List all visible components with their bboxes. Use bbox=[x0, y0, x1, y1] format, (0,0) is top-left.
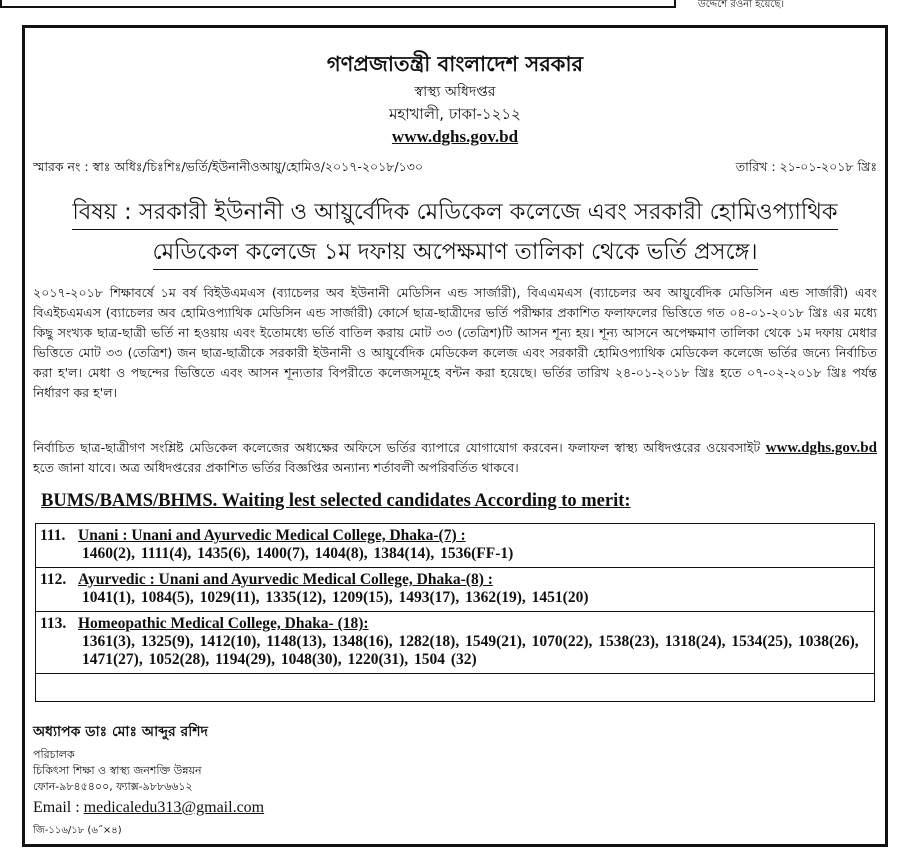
signatory-name: অধ্যাপক ডাঃ মোঃ আব্দুর রশিদ bbox=[33, 724, 208, 740]
reference-row bbox=[33, 159, 877, 179]
notice-box bbox=[22, 25, 888, 847]
table-row bbox=[36, 612, 874, 674]
email-link[interactable]: medicaledu313@gmail.com bbox=[83, 799, 265, 816]
table-row bbox=[36, 568, 874, 612]
memo-date: তারিখ : ২১-০১-২০১৮ খ্রিঃ bbox=[735, 159, 877, 174]
list-title: BUMS/BAMS/BHMS. Waiting lest selected candidates According to merit: bbox=[41, 491, 631, 511]
roll-list: 1460(2), 1111(4), 1435(6), 1400(7), 1404(8), 1384(14), 1536(FF-1) bbox=[82, 545, 514, 562]
p2-website-link[interactable]: www.dghs.gov.bd bbox=[765, 440, 877, 456]
department-name: স্বাস্থ্য অধিদপ্তর bbox=[414, 84, 496, 100]
candidate-table bbox=[35, 523, 875, 702]
roll-list: 1041(1), 1084(5), 1029(11), 1335(12), 1209(15), 1493(17), 1362(19), 1451(20) bbox=[82, 589, 589, 606]
row-number: 111. bbox=[40, 527, 66, 544]
p2-text-before: নির্বাচিত ছাত্র-ছাত্রীগণ সংশ্লিষ্ট মেডিকেল কলেজের অধ্যক্ষের অফিসে ভর্তির ব্যাপারে যোগাযোগ করবেন। ফলাফল স্বাস্থ্য অধিদপ্তরের ওয়েবসাইট bbox=[33, 440, 766, 455]
institution-name: Homeopathic Medical College, Dhaka- (18): bbox=[78, 615, 369, 632]
row-number: 112. bbox=[40, 571, 67, 588]
email-label: Email : bbox=[33, 799, 84, 816]
p2-text-after: হতে জানা যাবে। অত্র অধিদপ্তরের প্রকাশিত ভর্তির বিজ্ঞপ্তির অন্যান্য শর্তাবলী অপরিবর্তিত থাকবে। bbox=[33, 460, 519, 475]
body-paragraph-2 bbox=[33, 438, 877, 478]
government-title: গণপ্রজাতন্ত্রী বাংলাদেশ সরকার bbox=[326, 52, 584, 76]
email-line bbox=[33, 799, 264, 817]
signatory-office: চিকিৎসা শিক্ষা ও স্বাস্থ্য জনশক্তি উন্নয়ন bbox=[33, 764, 202, 777]
ad-code: জি-১১৬/১৮ (৬˝×৪) bbox=[33, 825, 122, 836]
empty-row bbox=[36, 674, 874, 701]
subject-line-2: মেডিকেল কলেজে ১ম দফায় অপেক্ষমাণ তালিকা থেকে ভর্তি প্রসঙ্গে। bbox=[153, 236, 758, 270]
institution-name: Ayurvedic : Unani and Ayurvedic Medical College, Dhaka-(8) : bbox=[78, 571, 493, 588]
institution-name: Unani : Unani and Ayurvedic Medical College, Dhaka-(7) : bbox=[78, 527, 466, 544]
subject-line-1: বিষয় : সরকারী ইউনানী ও আয়ুর্বেদিক মেডিকেল কলেজে এবং সরকারী হোমিওপ্যাথিক bbox=[72, 196, 837, 230]
top-clipped-text: উদ্দেশে রওনা হয়েছে। bbox=[698, 0, 785, 10]
table-row bbox=[36, 524, 874, 568]
signatory-phone: ফোন-৯৮৪৫৪০০, ফ্যাক্স-৯৮৮৬৬১২ bbox=[33, 780, 193, 793]
signatory-title: পরিচালক bbox=[33, 748, 75, 761]
previous-ad-border bbox=[0, 0, 676, 8]
memo-number: স্মারক নং : স্বাঃ অধিঃ/চিঃশিঃ/ভর্তি/ইউনানীওআয়ু/হোমিও/২০১৭-২০১৮/১৩০ bbox=[33, 159, 423, 174]
subject-heading bbox=[25, 192, 885, 272]
roll-list: 1361(3), 1325(9), 1412(10), 1148(13), 1348(16), 1282(18), 1549(21), 1070(22), 1538(23), 1318(24), 1534(25), 1038(26), 1471(27), 1052(28), 1194(29), 1048(30), 1220(31), 1504 (32) bbox=[82, 633, 859, 668]
signature-block bbox=[33, 720, 264, 840]
row-number: 113. bbox=[40, 615, 67, 632]
website-link[interactable]: www.dghs.gov.bd bbox=[391, 127, 519, 146]
body-paragraph-1: ২০১৭-২০১৮ শিক্ষাবর্ষে ১ম বর্ষ বিইউএমএস (ব্যাচেলর অব ইউনানী মেডিসিন এন্ড সার্জারী), বিএএমএস (ব্যাচেলর অব আয়ুর্বেদিক মেডিসিন এন্ড সার্জারী) এবং বিএইচএমএস (ব্যাচেলর অব হোমিওপ্যাথিক মেডিসিন এন্ড সার্জারী) কোর্সে ছাত্র-ছাত্রীদের ভর্তি পরীক্ষার প্রকাশিত ফলাফলের ভিত্তিতে গত ০৪-০১-২০১৮ খ্রিঃ এর মধ্যে কিছু সংখ্যক ছাত্র-ছাত্রী ভর্তি না হওয়ায় এবং ইতোমধ্যে ভর্তি বাতিল করায় মোট ৩৩ (তেত্রিশ)টি আসন শূন্য হয়। শূন্য আসনে অপেক্ষমাণ তালিকা থেকে ১ম দফায় মেধার ভিত্তিতে মোট ৩৩ (তেত্রিশ) জন ছাত্র-ছাত্রীকে সরকারী ইউনানী ও আয়ুর্বেদিক মেডিকেল কলেজ এবং সরকারী হোমিওপ্যাথিক মেডিকেল কলেজে ভর্তির জন্যে নির্বাচিত করা হ'ল। মেধা ও পছন্দের ভিত্তিতে এবং আসন শূন্যতার বিপরীতে কলেজসমূহে বন্টন করা হয়েছে। ভর্তির তারিখ ২৪-০১-২০১৮ খ্রিঃ হতে ০৭-০২-২০১৮ খ্রিঃ পর্যন্ত নির্ধারণ কর হ'ল। bbox=[33, 285, 877, 400]
address: মহাখালী, ঢাকা-১২১২ bbox=[389, 105, 521, 123]
